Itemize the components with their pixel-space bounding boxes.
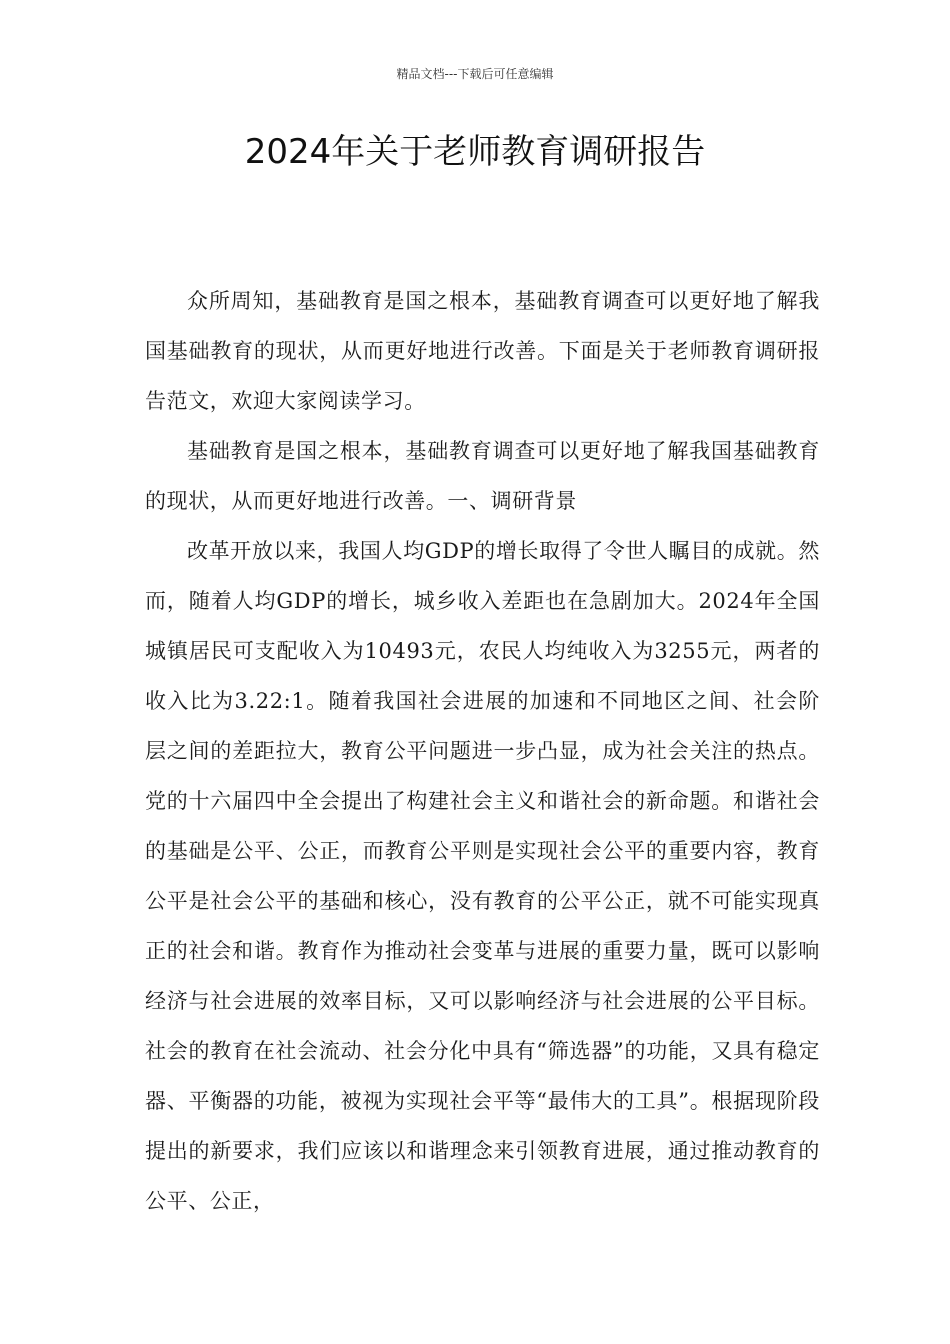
paragraph-intro: 众所周知，基础教育是国之根本，基础教育调查可以更好地了解我国基础教育的现状，从而更好地进行改善。下面是关于老师教育调研报告范文，欢迎大家阅读学习。 bbox=[145, 289, 820, 413]
header-note: 精品文档---下载后可任意编辑 bbox=[396, 67, 554, 81]
document-title: 2024年关于老师教育调研报告 bbox=[244, 132, 706, 172]
paragraph-reform: 改革开放以来，我国人均GDP的增长取得了令世人瞩目的成就。然而，随着人均GDP的增长，城乡收入差距也在急剧加大。2024年全国城镇居民可支配收入为10493元，农民人均纯收入为3255元，两者的收入比为3.22:1。随着我国社会进展的加速和不同地区之间、社会阶层之间的差距拉大，教育公平问题进一步凸显，成为社会关注的热点。党的十六届四中全会提出了构建社会主义和谐社会的新命题。和谐社会的基础是公平、公正，而教育公平则是实现社会公平的重要内容，教育公平是社会公平的基础和核心，没有教育的公平公正，就不可能实现真正的社会和谐。教育作为推动社会变革与进展的重要力量，既可以影响经济与社会进展的效率目标，又可以影响经济与社会进展的公平目标。社会的教育在社会流动、社会分化中具有“筛选器”的功能，又具有稳定器、平衡器的功能，被视为实现社会平等“最伟大的工具”。根据现阶段提出的新要求，我们应该以和谐理念来引领教育进展，通过推动教育的公平、公正， bbox=[145, 539, 820, 1213]
document-body bbox=[145, 276, 820, 1226]
paragraph-background: 基础教育是国之根本，基础教育调查可以更好地了解我国基础教育的现状，从而更好地进行改善。一、调研背景 bbox=[145, 439, 820, 513]
